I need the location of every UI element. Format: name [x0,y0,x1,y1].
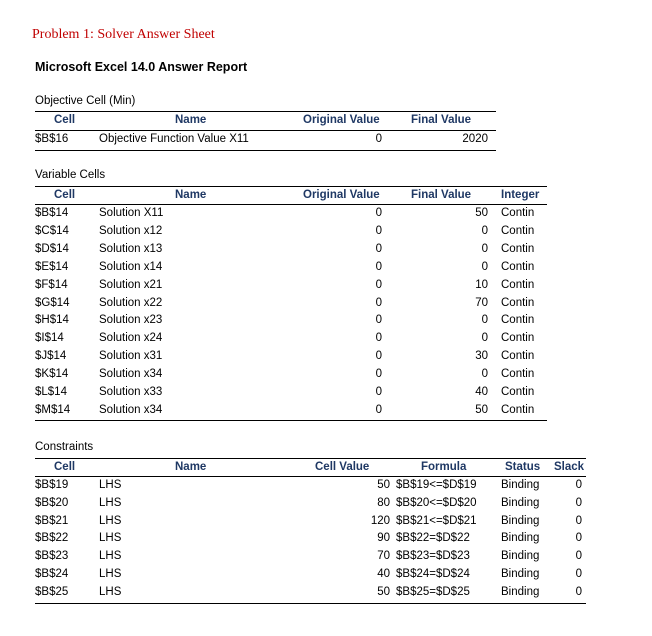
variable-name: Solution x34 [99,368,163,381]
constraints-bottom-rule [35,603,586,604]
constraint-formula: $B$22=$D$22 [396,532,470,545]
variable-original-value: 0 [375,242,382,255]
constraint-formula: $B$23=$D$23 [396,550,470,563]
objective-header-original: Original Value [303,114,380,126]
variable-final-value: 0 [481,224,488,237]
variable-original-value: 0 [375,207,382,219]
variable-cell-ref: $J$14 [35,350,67,363]
variable-original-value: 0 [375,260,382,273]
constraint-cell-ref: $B$25 [35,585,69,598]
variables-header-cell: Cell [54,189,76,201]
variable-final-value: 0 [481,260,488,273]
objective-final-value: 2020 [462,133,488,145]
constraint-cell-value: 90 [377,532,390,545]
variable-name: Solution x31 [99,350,163,363]
variable-integer-type: Contin [501,278,535,291]
variable-final-value: 0 [481,242,488,255]
constraint-slack: 0 [575,496,582,509]
objective-top-rule [35,111,496,112]
objective-header-cell: Cell [54,114,76,126]
variable-final-value: 50 [475,403,488,416]
variable-name: Solution x23 [99,314,163,327]
constraints-section-label: Constraints [35,441,94,453]
variable-original-value: 0 [375,332,382,345]
constraint-status: Binding [501,532,540,545]
variable-name: Solution x12 [99,224,163,237]
variable-cell-ref: $H$14 [35,314,69,327]
variable-original-value: 0 [375,350,382,363]
constraint-cell-value: 120 [370,514,390,527]
constraints-header-name: Name [175,461,207,473]
variable-name: Solution x14 [99,260,163,273]
constraint-status: Binding [501,568,540,580]
variable-name: Solution x34 [99,403,163,416]
constraint-name: LHS [99,479,122,491]
variable-cell-ref: $G$14 [35,296,70,309]
variable-integer-type: Contin [501,403,535,416]
constraint-slack: 0 [575,514,582,527]
variable-final-value: 10 [475,278,488,291]
constraint-formula: $B$25=$D$25 [396,585,470,598]
variable-cell-ref: $K$14 [35,368,69,381]
variable-integer-type: Contin [501,386,535,398]
variable-original-value: 0 [375,296,382,309]
variable-name: Solution x13 [99,242,163,255]
variable-final-value: 0 [481,368,488,381]
page-title: Problem 1: Solver Answer Sheet [32,27,215,42]
constraint-cell-ref: $B$24 [35,568,69,580]
variables-section-label: Variable Cells [35,169,106,181]
variables-header-integer: Integer [501,189,540,201]
variable-original-value: 0 [375,278,382,291]
constraints-header-value: Cell Value [315,461,370,473]
variable-integer-type: Contin [501,207,535,219]
constraint-name: LHS [99,585,122,598]
variable-integer-type: Contin [501,242,535,255]
variable-final-value: 70 [475,296,488,309]
variable-name: Solution x22 [99,296,163,309]
variables-header-final: Final Value [411,189,472,201]
constraints-top-rule [35,458,586,459]
constraints-header-formula: Formula [421,461,467,473]
variable-integer-type: Contin [501,224,535,237]
constraint-name: LHS [99,568,122,580]
variable-final-value: 40 [475,386,488,398]
variables-top-rule [35,186,547,187]
variable-original-value: 0 [375,386,382,398]
constraint-formula: $B$24=$D$24 [396,568,470,580]
variable-integer-type: Contin [501,368,535,381]
variable-cell-ref: $M$14 [35,403,71,416]
constraint-status: Binding [501,496,540,509]
objective-section-label: Objective Cell (Min) [35,95,136,107]
variables-header-original: Original Value [303,189,380,201]
objective-original-value: 0 [375,133,382,145]
constraint-slack: 0 [575,550,582,563]
objective-header-final: Final Value [411,114,472,126]
constraint-cell-ref: $B$21 [35,514,69,527]
variable-final-value: 0 [481,314,488,327]
constraints-header-cell: Cell [54,461,76,473]
constraints-header-slack: Slack [554,461,585,473]
constraint-name: LHS [99,532,122,545]
constraint-cell-ref: $B$19 [35,479,69,491]
objective-bottom-rule [35,150,496,151]
constraint-status: Binding [501,585,540,598]
constraint-slack: 0 [575,585,582,598]
constraints-header-status: Status [505,461,541,473]
constraint-status: Binding [501,479,540,491]
constraint-status: Binding [501,514,540,527]
variable-cell-ref: $B$14 [35,207,69,219]
constraint-cell-value: 50 [377,585,390,598]
variable-original-value: 0 [375,368,382,381]
variable-final-value: 30 [475,350,488,363]
variable-integer-type: Contin [501,314,535,327]
constraint-cell-value: 70 [377,550,390,563]
constraint-name: LHS [99,496,122,509]
constraint-cell-ref: $B$20 [35,496,69,509]
variable-name: Solution x24 [99,332,163,345]
constraint-status: Binding [501,550,540,563]
variables-header-name: Name [175,189,207,201]
constraints-header-rule [35,476,586,477]
objective-cell-name: Objective Function Value X11 [99,133,249,145]
variable-cell-ref: $E$14 [35,260,69,273]
objective-cell-ref: $B$16 [35,133,69,145]
variable-integer-type: Contin [501,296,535,309]
variable-final-value: 0 [481,332,488,345]
variables-bottom-rule [35,420,547,421]
variable-name: Solution X11 [99,207,164,219]
objective-header-rule [35,130,496,131]
constraint-cell-ref: $B$22 [35,532,69,545]
constraint-slack: 0 [575,568,582,580]
variable-integer-type: Contin [501,260,535,273]
variable-original-value: 0 [375,403,382,416]
variable-integer-type: Contin [501,350,535,363]
constraint-cell-ref: $B$23 [35,550,69,563]
objective-header-name: Name [175,114,207,126]
variable-integer-type: Contin [501,332,535,345]
constraint-slack: 0 [575,479,582,491]
variable-name: Solution x21 [99,278,163,291]
variable-original-value: 0 [375,224,382,237]
constraint-slack: 0 [575,532,582,545]
report-title: Microsoft Excel 14.0 Answer Report [35,60,248,74]
constraint-cell-value: 40 [377,568,390,580]
variable-cell-ref: $I$14 [35,332,64,345]
constraint-name: LHS [99,550,122,563]
variable-name: Solution x33 [99,386,163,398]
variable-cell-ref: $F$14 [35,278,68,291]
variable-final-value: 50 [475,207,488,219]
variable-original-value: 0 [375,314,382,327]
constraint-formula: $B$19<=$D$19 [396,479,477,491]
variables-header-rule [35,204,547,205]
constraint-formula: $B$20<=$D$20 [396,496,477,509]
constraint-cell-value: 80 [377,496,390,509]
variable-cell-ref: $L$14 [35,386,67,398]
variable-cell-ref: $D$14 [35,242,69,255]
constraint-name: LHS [99,514,122,527]
constraint-cell-value: 50 [377,479,390,491]
constraint-formula: $B$21<=$D$21 [396,514,477,527]
variable-cell-ref: $C$14 [35,224,69,237]
